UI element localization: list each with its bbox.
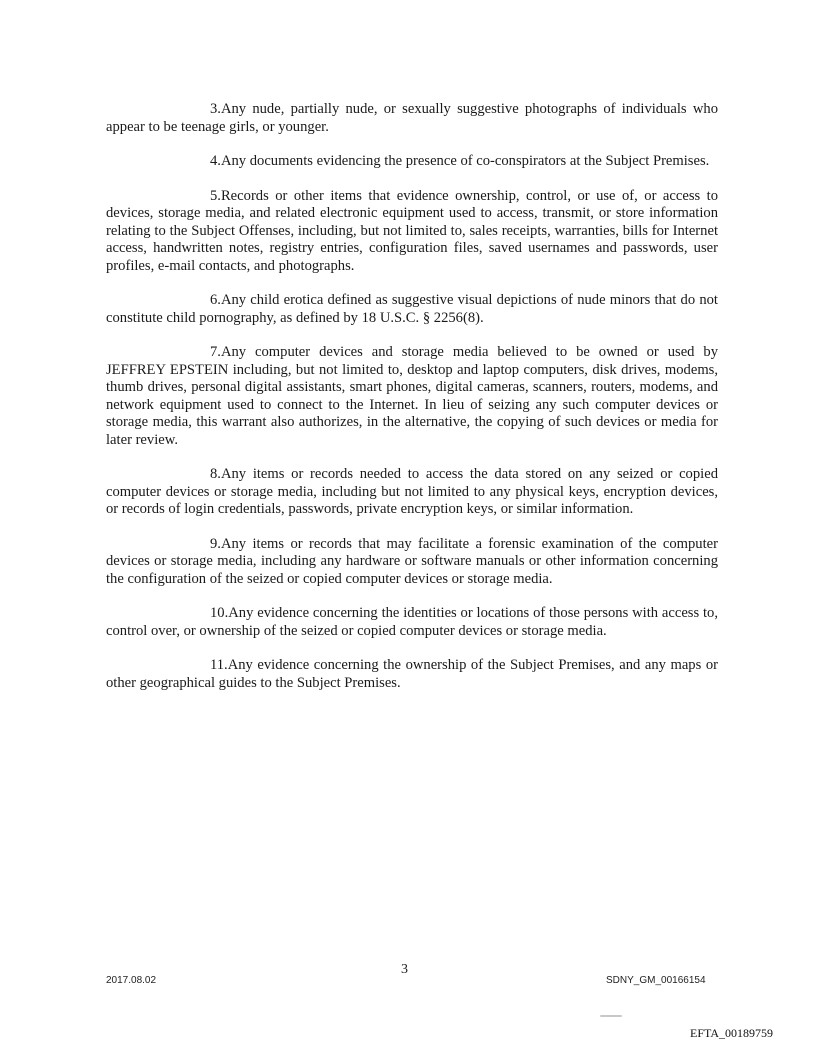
- paragraph-text: Any evidence concerning the ownership of the Subject Premises, and any maps or other geographical guides to the Subject Premises.: [106, 657, 718, 691]
- paragraph-number: 9.: [210, 535, 221, 552]
- paragraph-3: [106, 101, 718, 136]
- paragraph-number: 10.: [210, 605, 229, 621]
- footer-document-id: SDNY_GM_00166154: [606, 975, 706, 986]
- paragraph-10: [106, 605, 718, 640]
- paragraph-8: [106, 466, 718, 519]
- paragraph-text: Any child erotica defined as suggestive visual depictions of nude minors that do not constitute child pornography, as defined by 18 U.S.C. § 2256(8).: [106, 292, 718, 326]
- paragraph-text: Any items or records that may facilitate a forensic examination of the computer devices or storage media, including any hardware or software manuals or other information concerning the configuration of the seized or copied computer devices or storage media.: [106, 535, 718, 587]
- paragraph-number: 4.: [210, 153, 221, 169]
- paragraph-6: [106, 292, 718, 327]
- paragraph-text: Any evidence concerning the identities or locations of those persons with access to, control over, or ownership of the seized or copied computer devices or storage media.: [106, 605, 718, 639]
- bates-stamp: EFTA_00189759: [690, 1026, 774, 1040]
- paragraph-9: [106, 536, 718, 589]
- paragraph-text: Any nude, partially nude, or sexually suggestive photographs of individuals who appear to be teenage girls, or younger.: [106, 101, 718, 135]
- document-body: [106, 101, 718, 709]
- paragraph-number: 7.: [210, 344, 221, 360]
- paragraph-number: 8.: [210, 466, 221, 482]
- paragraph-number: 3.: [210, 101, 221, 117]
- paragraph-text: Any items or records needed to access the data stored on any seized or copied computer devices or storage media, including but not limited to any physical keys, encryption devices, or records of login credentials, passwords, private encryption keys, or similar information.: [106, 466, 718, 517]
- paragraph-text: Records or other items that evidence ownership, control, or use of, or access to devices, storage media, and related electronic equipment used to access, transmit, or store information relating to the Subject Offenses, including, but not limited to, sales receipts, warranties, bills for Internet access, handwritten notes, registry entries, configuration files, saved usernames and passwords, user profiles, e-mail contacts, and photographs.: [106, 187, 718, 274]
- paragraph-11: [106, 657, 718, 692]
- paragraph-number: 6.: [210, 292, 221, 308]
- paragraph-text: Any computer devices and storage media believed to be owned or used by JEFFREY EPSTEIN including, but not limited to, desktop and laptop computers, disk drives, modems, thumb drives, personal digital assistants, smart phones, digital cameras, scanners, routers, modems, and network equipment used to connect to the Internet. In lieu of seizing any such computer devices or storage media, this warrant also authorizes, in the alternative, the copying of such devices or media for later review.: [106, 344, 718, 448]
- paragraph-number: 11.: [210, 657, 228, 673]
- paragraph-5: [106, 188, 718, 276]
- paragraph-number: 5.: [210, 187, 221, 204]
- scan-artifact: [600, 1015, 622, 1017]
- paragraph-4: [106, 153, 718, 171]
- paragraph-7: [106, 344, 718, 449]
- footer-date: 2017.08.02: [106, 975, 157, 986]
- page-number: 3: [401, 962, 408, 977]
- paragraph-text: Any documents evidencing the presence of co-conspirators at the Subject Premises.: [220, 153, 710, 169]
